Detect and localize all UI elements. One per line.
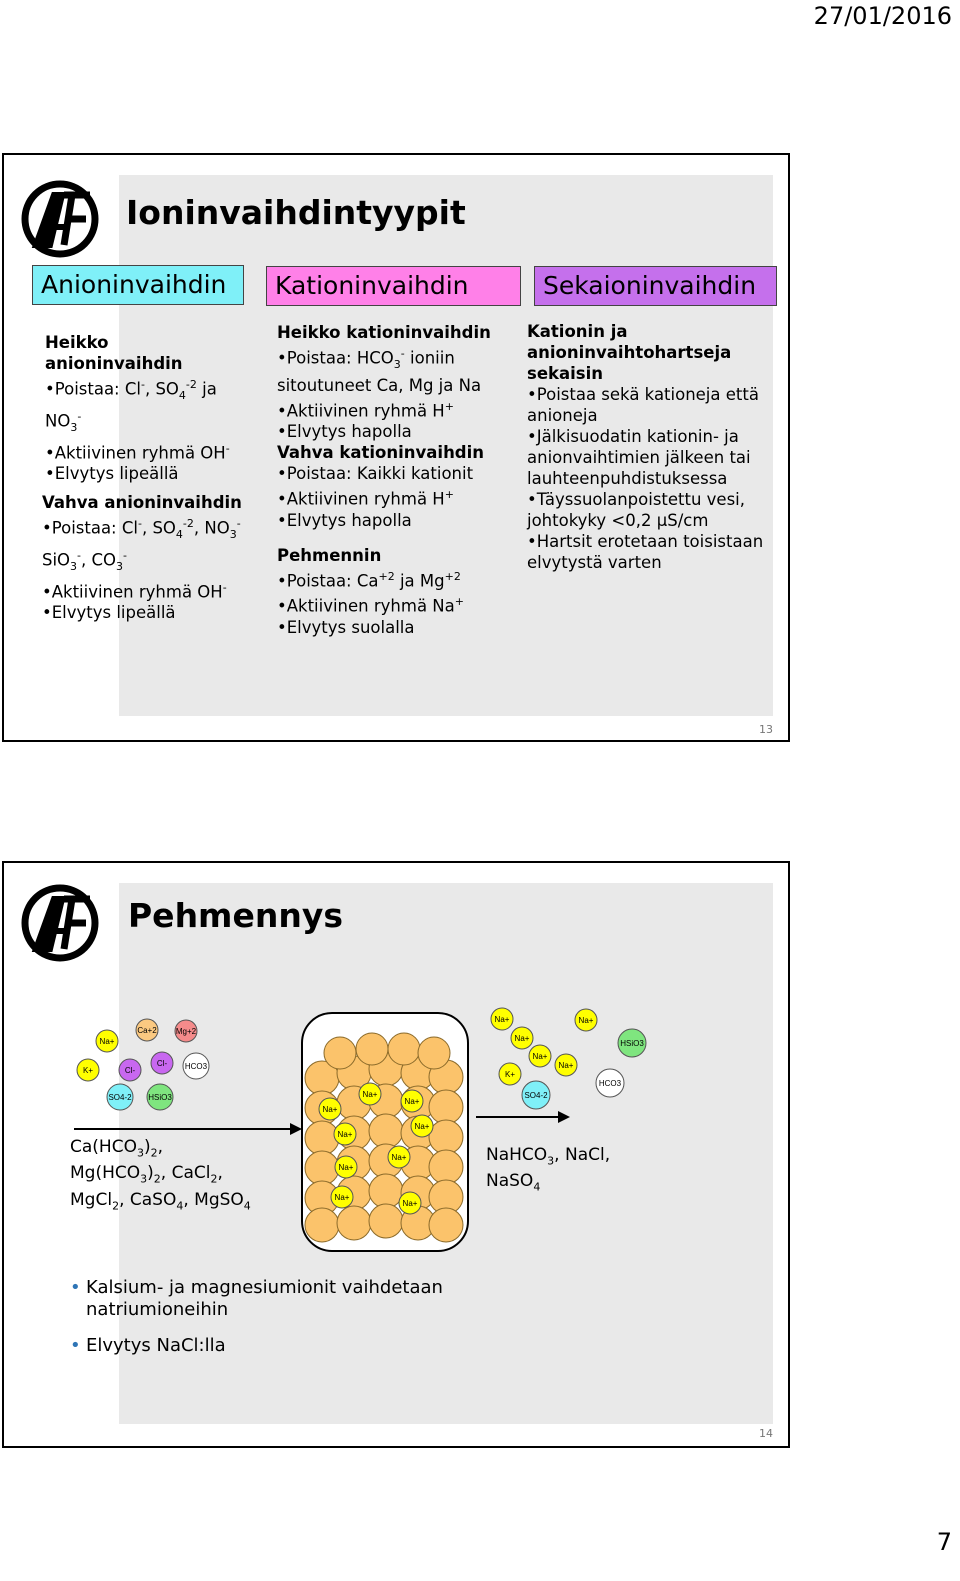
af-logo-icon xyxy=(20,179,100,259)
ion-na xyxy=(96,1030,118,1052)
ion-na xyxy=(491,1008,513,1030)
ion-na xyxy=(555,1054,577,1076)
slide-pehmennys xyxy=(2,861,790,1448)
svg-text:HCO3: HCO3 xyxy=(598,1079,622,1088)
ion-na xyxy=(331,1186,353,1208)
ion-cl xyxy=(119,1059,141,1081)
mixed-header: Sekaioninvaihdin xyxy=(534,266,777,306)
ion-na xyxy=(319,1098,341,1120)
cation-header: Kationinvaihdin xyxy=(266,266,521,306)
svg-text:SO4-2: SO4-2 xyxy=(108,1093,132,1102)
slide-number: 13 xyxy=(759,723,773,736)
slide-title: Pehmennys xyxy=(128,896,343,935)
weak-cation-heading: Heikko kationinvaihdin xyxy=(277,323,491,342)
input-compounds-label: $Ca(HCO_3)_2$, $Mg(HCO_3)_2$, CaCl$_2$, MgCl$_2$, CaSO$_4$, MgSO$_4$ xyxy=(70,1137,251,1213)
ion-cl xyxy=(151,1052,173,1074)
anion-header: Anioninvaihdin xyxy=(32,265,244,305)
ion-na xyxy=(529,1045,551,1067)
svg-text:Na+: Na+ xyxy=(338,1163,354,1172)
svg-text:Na+: Na+ xyxy=(494,1015,510,1024)
header-date: 27/01/2016 xyxy=(813,2,952,30)
ion-na xyxy=(511,1027,533,1049)
ion-na xyxy=(334,1123,356,1145)
page-number: 7 xyxy=(936,1528,952,1556)
mixed-heading: Kationin ja anioninvaihtohartseja sekaisin xyxy=(527,322,732,383)
svg-text:Na+: Na+ xyxy=(404,1097,420,1106)
output-compounds-label: NaHCO$_3$, NaCl, NaSO$_4$ xyxy=(486,1145,611,1194)
svg-text:Na+: Na+ xyxy=(402,1199,418,1208)
slide-title: Ioninvaihdintyypit xyxy=(126,193,466,232)
svg-text:K+: K+ xyxy=(82,1066,94,1075)
output-ions xyxy=(491,1008,646,1109)
input-ions xyxy=(77,1019,209,1110)
slide-number: 14 xyxy=(759,1427,773,1440)
svg-text:Na+: Na+ xyxy=(322,1105,338,1114)
ion-na xyxy=(399,1192,421,1214)
bullet-item: • Kalsium- ja magnesiumionit vaihdetaan natriumioneihin xyxy=(70,1277,443,1320)
resin-beads xyxy=(305,1033,463,1242)
ion-hco3 xyxy=(183,1053,209,1079)
svg-text:K+: K+ xyxy=(504,1070,516,1079)
ion-hco3 xyxy=(596,1069,624,1097)
ion-k xyxy=(77,1059,99,1081)
svg-text:HSiO3: HSiO3 xyxy=(148,1093,172,1102)
ion-so4 xyxy=(107,1084,133,1110)
ion-k xyxy=(499,1063,521,1085)
weak-anion-heading: Heikko anioninvaihdin xyxy=(45,333,183,373)
svg-text:Na+: Na+ xyxy=(334,1193,350,1202)
bullet-item: • Elvytys NaCl:lla xyxy=(70,1335,226,1356)
ion-ca xyxy=(136,1019,158,1041)
input-arrow xyxy=(74,1123,302,1135)
svg-text:Ca+2: Ca+2 xyxy=(137,1026,157,1035)
bullet-text: Kalsium- ja magnesiumionit vaihdetaan natriumioneihin xyxy=(86,1277,443,1320)
ion-na xyxy=(388,1146,410,1168)
svg-text:Mg+2: Mg+2 xyxy=(175,1027,197,1036)
ion-na xyxy=(359,1083,381,1105)
svg-text:Na+: Na+ xyxy=(532,1052,548,1061)
ion-na xyxy=(411,1115,433,1137)
ion-na xyxy=(575,1009,597,1031)
slide-ioninvaihdintyypit xyxy=(2,153,790,742)
svg-text:Na+: Na+ xyxy=(414,1122,430,1131)
svg-text:Na+: Na+ xyxy=(558,1061,574,1070)
svg-text:Na+: Na+ xyxy=(362,1090,378,1099)
bullet-text: Elvytys NaCl:lla xyxy=(86,1335,226,1356)
ion-so4 xyxy=(522,1081,550,1109)
svg-text:Na+: Na+ xyxy=(99,1037,115,1046)
svg-text:Na+: Na+ xyxy=(391,1153,407,1162)
cation-column: Heikko kationinvaihdin •Poistaa: $HCO_3^-$ ioniin sitoutuneet Ca, Mg ja Na •Aktiivinen ryhmä H+ •Elvytys hapolla Vahva kationinvaihdin •Poistaa: Kaikki kationit •Aktiivinen ryhmä H+ •Elvytys hapolla Pehmennin •Poistaa: $Ca^{+2}$ ja $Mg^{+2}$ •Aktiivinen ryhmä Na+ •Elvytys suolalla xyxy=(277,322,502,638)
svg-text:Cl-: Cl- xyxy=(124,1066,136,1075)
ion-mg xyxy=(175,1020,197,1042)
ion-hsio3 xyxy=(147,1084,173,1110)
svg-text:HSiO3: HSiO3 xyxy=(620,1039,644,1048)
strong-cation-heading: Vahva kationinvaihdin xyxy=(277,443,485,463)
ion-na xyxy=(335,1156,357,1178)
output-arrow xyxy=(476,1111,570,1123)
softener-heading: Pehmennin xyxy=(277,545,382,565)
svg-text:Na+: Na+ xyxy=(337,1130,353,1139)
ion-hsio3 xyxy=(618,1029,646,1057)
svg-text:Na+: Na+ xyxy=(514,1034,530,1043)
softening-diagram xyxy=(4,863,788,1283)
mixed-column: Kationin ja anioninvaihtohartseja sekaisin •Poistaa sekä kationeja että anioneja •Jälkisuodatin kationin- ja anionvaihtimien jälkeen tai lauhteenpuhdistuksessa •Täyssuolanpoistettu vesi, johtokyky <0,2 µS/cm •Hartsit erotetaan toisistaan elvytystä varten xyxy=(527,321,779,573)
strong-anion-heading: Vahva anioninvaihdin xyxy=(42,493,242,513)
svg-text:Na+: Na+ xyxy=(578,1016,594,1025)
svg-text:HCO3: HCO3 xyxy=(184,1062,208,1071)
svg-text:Cl-: Cl- xyxy=(156,1059,168,1068)
anion-column: Heikko anioninvaihdin •Poistaa: Cl-, $SO_4^{-2}$ ja $NO_3^-$ •Aktiivinen ryhmä OH- •Elvytys lipeällä Vahva anioninvaihdin •Poistaa: Cl-, $SO_4^{-2}$, $NO_3^-$ SiO$_3$-, $CO_3^-$ •Aktiivinen ryhmä OH- •Elvytys lipeällä xyxy=(42,332,247,623)
svg-text:SO4-2: SO4-2 xyxy=(524,1091,548,1100)
ion-na xyxy=(401,1090,423,1112)
